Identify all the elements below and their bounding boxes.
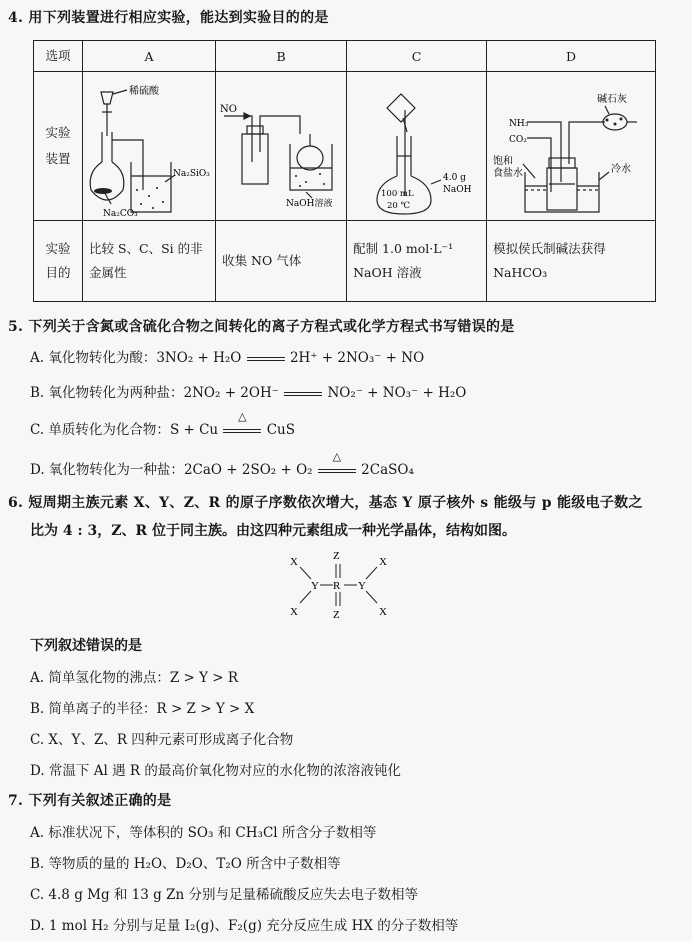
label-soda-lime: 碱石灰 [597,94,628,105]
apparatus-d [487,72,656,221]
experiment-table [33,40,656,302]
q5-a-lhs: 3NO₂ + H₂O [156,350,242,366]
q7-option-d: D. 1 mol H₂ 分别与足量 I₂(g)、F₂(g) 充分反应生成 HX 的分子数相等 [30,918,459,934]
q5-b-prefix: B. 氧化物转化为两种盐： [30,385,184,401]
q5-b-rhs: NO₂⁻ + NO₃⁻ + H₂O [327,385,467,401]
apparatus-c [347,72,487,221]
q5-c-lhs: S + Cu [169,422,219,438]
atom-z-top: Z [333,550,340,562]
label-co2: CO₂ [509,135,527,145]
label-na2co3: Na₂CO₃ [103,209,138,219]
header-b: B [216,41,347,72]
purpose-a: 比较 S、C、Si 的非金属性 [83,221,216,302]
atom-x-bottom-left: X [290,606,298,618]
q5-b-lhs: 2NO₂ + 2OH⁻ [183,385,279,401]
q5-c-condition: △ [238,410,247,423]
label-dilute-sulfuric-acid: 稀硫酸 [129,86,159,97]
question-5-stem: 5. 下列关于含氮或含硫化合物之间转化的离子方程式或化学方程式书写错误的是 [8,319,515,335]
q5-option-d [30,450,414,478]
table-header-row [34,41,656,72]
apparatus-c-diagram [347,72,480,220]
purpose-row [34,221,656,302]
apparatus-a-diagram [83,72,211,220]
label-naoh: NaOH [443,185,472,195]
header-d: D [487,41,656,72]
crystal-structure [287,548,411,620]
q6-question: 下列叙述错误的是 [30,638,142,654]
question-6-stem-line2: 比为 4 : 3，Z、R 位于同主族。由这四种元素组成一种光学晶体，结构如图。 [30,523,516,539]
purpose-d: 模拟侯氏制碱法获得 NaHCO₃ [487,221,656,302]
apparatus-a [83,72,216,221]
apparatus-b [216,72,347,221]
q5-b-equals [283,385,323,401]
question-4-stem: 4. 用下列装置进行相应实验，能达到实验目的的是 [8,10,329,26]
q5-option-c [30,410,295,438]
apparatus-d-diagram [487,72,653,220]
question-6-stem-line1: 6. 短周期主族元素 X、Y、Z、R 的原子序数依次增大，基态 Y 原子核外 s 能级与 p 能级电子数之 [8,495,643,511]
label-4g: 4.0 g [443,173,467,183]
atom-y-left: Y [311,580,319,592]
label-no: NO [220,104,238,115]
q5-d-lhs: 2CaO + 2SO₂ + O₂ [183,462,313,478]
label-saturated: 饱和 [493,156,514,167]
label-20c: 20 ℃ [387,201,411,211]
atom-x-top-right: X [379,556,387,568]
label-nh3: NH₃ [509,119,529,129]
header-option: 选项 [34,41,83,72]
q5-a-prefix: A. 氧化物转化为酸： [30,350,157,366]
q5-a-equals [246,350,286,366]
purpose-c: 配制 1.0 mol·L⁻¹ NaOH 溶液 [347,221,487,302]
q5-a-rhs: 2H⁺ + 2NO₃⁻ + NO [289,350,425,366]
apparatus-row [34,72,656,221]
q5-d-rhs: 2CaSO₄ [361,462,414,478]
q6-option-c: C. X、Y、Z、R 四种元素可形成离子化合物 [30,732,294,748]
atom-r: R [333,580,341,592]
q5-d-equals [317,450,357,478]
header-c: C [347,41,487,72]
label-brine: 食盐水 [493,168,524,179]
atom-y-right: Y [358,580,366,592]
q7-option-a: A. 标准状况下，等体积的 SO₃ 和 CH₃Cl 所含分子数相等 [30,825,377,841]
q6-option-a: A. 简单氢化物的沸点：Z > Y > R [30,670,239,686]
q5-option-a [30,346,424,366]
purpose-row-label: 实验目的 [34,221,83,302]
q6-option-b: B. 简单离子的半径：R > Z > Y > X [30,701,255,717]
header-a: A [83,41,216,72]
purpose-b: 收集 NO 气体 [216,221,347,302]
apparatus-row-label: 实验装置 [34,72,83,221]
q6-option-d: D. 常温下 Al 遇 R 的最高价氧化物对应的水化物的浓溶液钝化 [30,763,401,779]
q5-d-prefix: D. 氧化物转化为一种盐： [30,462,184,478]
label-100ml: 100 mL [381,189,414,199]
q5-c-rhs: CuS [266,422,295,438]
q5-c-prefix: C. 单质转化为化合物： [30,422,170,438]
atom-x-top-left: X [290,556,298,568]
atom-x-bottom-right: X [379,606,387,618]
question-7-stem: 7. 下列有关叙述正确的是 [8,793,172,809]
label-naoh-solution: NaOH溶液 [286,199,333,209]
atom-z-bottom: Z [333,609,340,620]
q5-option-b [30,381,466,401]
q5-c-equals [222,410,262,438]
q5-d-condition: △ [332,450,342,463]
q7-option-b: B. 等物质的量的 H₂O、D₂O、T₂O 所含中子数相等 [30,856,341,872]
q7-option-c: C. 4.8 g Mg 和 13 g Zn 分别与足量稀硫酸反应失去电子数相等 [30,887,418,903]
label-cold-water: 冷水 [611,164,632,175]
label-na2sio3: Na₂SiO₃ [173,169,210,179]
apparatus-b-diagram [216,72,346,220]
